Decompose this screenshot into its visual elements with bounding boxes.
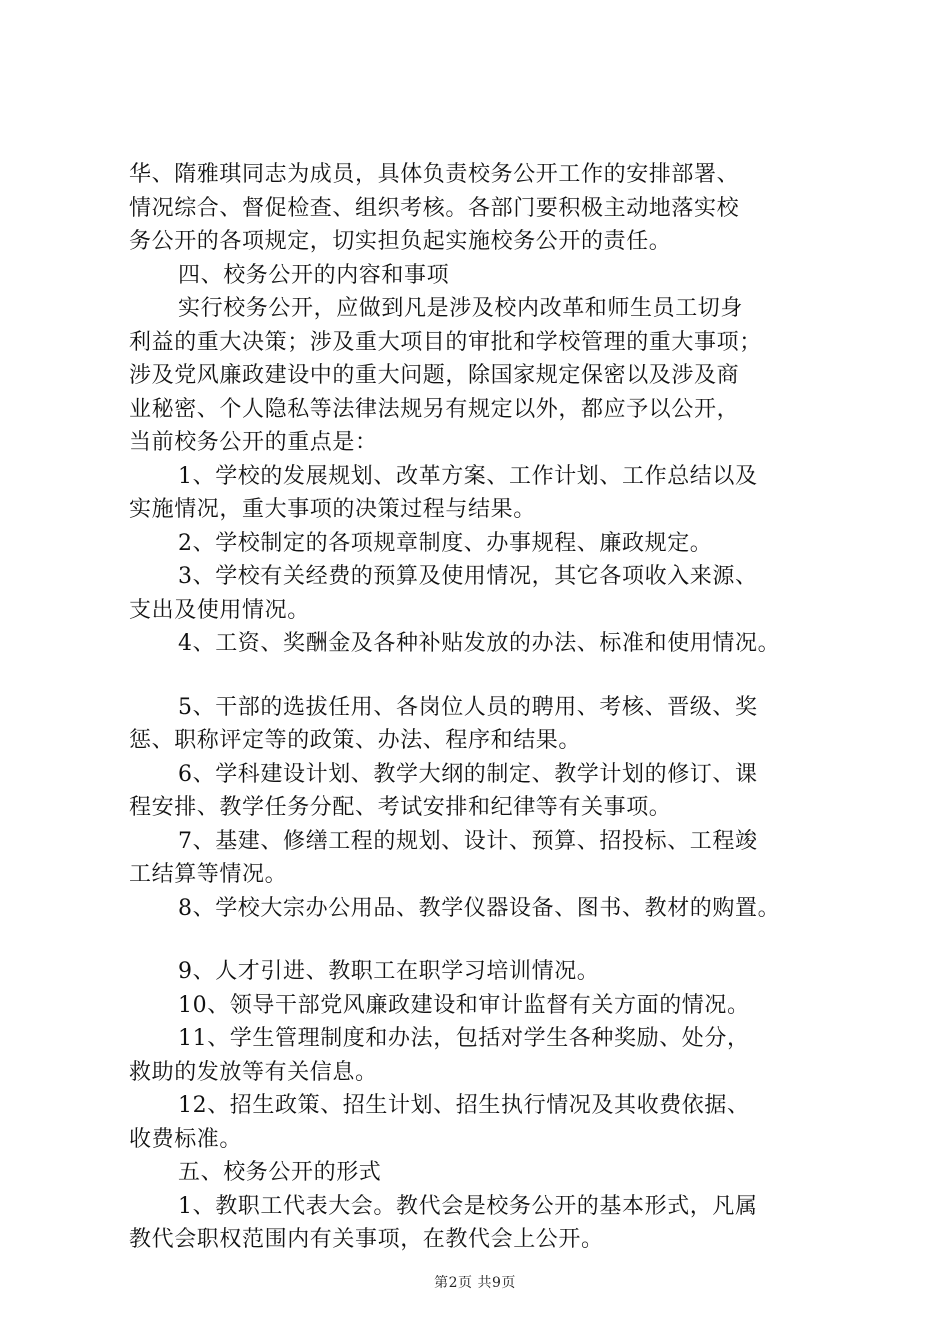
- list-item: 6、学科建设计划、教学大纲的制定、教学计划的修订、课: [178, 762, 758, 787]
- text-line: 收费标准。: [129, 1127, 243, 1152]
- list-item: 1、教职工代表大会。教代会是校务公开的基本形式，凡属: [178, 1194, 758, 1219]
- text-line: 教代会职权范围内有关事项，在教代会上公开。: [129, 1227, 604, 1252]
- list-item: 12、招生政策、招生计划、招生执行情况及其收费依据、: [178, 1093, 750, 1118]
- list-item: 9、人才引进、教职工在职学习培训情况。: [178, 959, 600, 984]
- list-item: 5、干部的选拔任用、各岗位人员的聘用、考核、晋级、奖: [178, 695, 758, 720]
- text-line: 惩、职称评定等的政策、办法、程序和结果。: [129, 728, 582, 753]
- text-line: 工结算等情况。: [129, 862, 288, 887]
- list-item: 2、学校制定的各项规章制度、办事规程、廉政规定。: [178, 531, 713, 556]
- text-line: 实施情况，重大事项的决策过程与结果。: [129, 497, 536, 522]
- section-heading: 五、校务公开的形式: [178, 1160, 382, 1185]
- list-item: 10、领导干部党风廉政建设和审计监督有关方面的情况。: [178, 993, 750, 1018]
- list-item: 4、工资、奖酬金及各种补贴发放的办法、标准和使用情况。: [178, 631, 781, 656]
- text-line: 支出及使用情况。: [129, 598, 310, 623]
- text-line: 涉及党风廉政建设中的重大问题，除国家规定保密以及涉及商: [129, 363, 740, 388]
- section-heading: 四、校务公开的内容和事项: [178, 263, 450, 288]
- text-line: 业秘密、个人隐私等法律法规另有规定以外，都应予以公开，: [129, 397, 740, 422]
- list-item: 实行校务公开，应做到凡是涉及校内改革和师生员工切身: [178, 296, 744, 321]
- list-item: 7、基建、修缮工程的规划、设计、预算、招投标、工程竣: [178, 829, 758, 854]
- list-item: 1、学校的发展规划、改革方案、工作计划、工作总结以及: [178, 464, 758, 489]
- text-line: 利益的重大决策；涉及重大项目的审批和学校管理的重大事项；: [129, 330, 762, 355]
- text-line: 救助的发放等有关信息。: [129, 1060, 378, 1085]
- list-item: 8、学校大宗办公用品、教学仪器设备、图书、教材的购置。: [178, 896, 781, 921]
- list-item: 3、学校有关经费的预算及使用情况，其它各项收入来源、: [178, 564, 758, 589]
- text-line: 情况综合、督促检查、组织考核。各部门要积极主动地落实校: [129, 196, 740, 221]
- text-line: 当前校务公开的重点是：: [129, 430, 378, 455]
- text-line: 华、隋雅琪同志为成员，具体负责校务公开工作的安排部署、: [129, 162, 740, 187]
- list-item: 11、学生管理制度和办法，包括对学生各种奖励、处分，: [178, 1026, 750, 1051]
- page-footer: 第2页 共9页: [434, 1275, 516, 1291]
- text-line: 务公开的各项规定，切实担负起实施校务公开的责任。: [129, 229, 672, 254]
- text-line: 程安排、教学任务分配、考试安排和纪律等有关事项。: [129, 795, 672, 820]
